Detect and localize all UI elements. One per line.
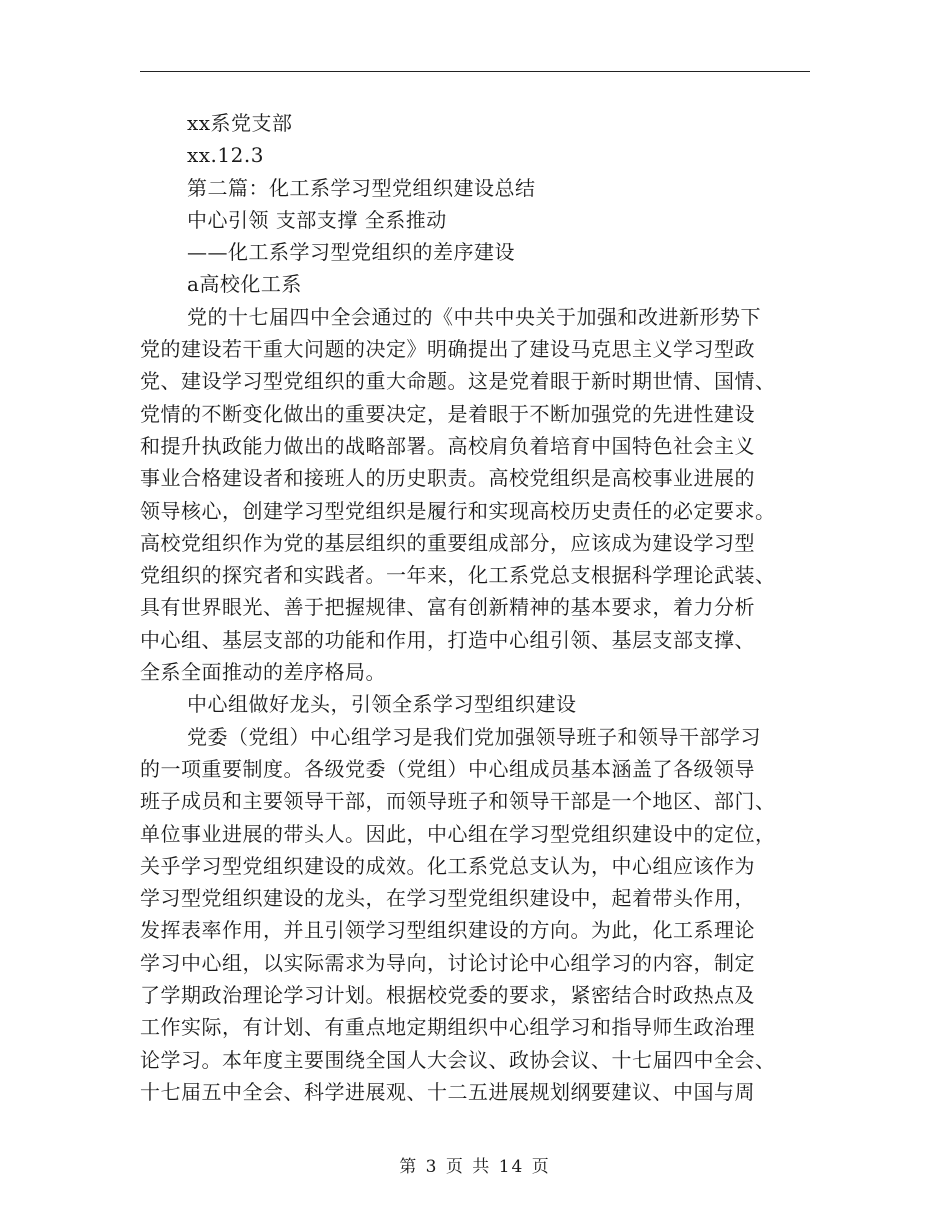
paragraph-line: 发挥表率作用，并且引领学习型组织建设的方向。为此，化工系理论 [140, 918, 755, 943]
chapter-title: 第二篇：化工系学习型党组织建设总结 [187, 175, 536, 200]
paragraph-line: 关乎学习型党组织建设的成效。化工系党总支认为，中心组应该作为 [140, 853, 755, 878]
current-page-number: 3 [425, 1157, 439, 1177]
footer-middle: 页 共 [445, 1157, 492, 1177]
paragraph-line: 领导核心，创建学习型党组织是履行和实现高校历史责任的必定要求。 [140, 498, 776, 523]
paragraph-line: 党委（党组）中心组学习是我们党加强领导班子和领导干部学习 [187, 724, 761, 749]
subtitle: ——化工系学习型党组织的差序建设 [187, 240, 515, 265]
paragraph-line: 了学期政治理论学习计划。根据校党委的要求，紧密结合时政热点及 [140, 983, 755, 1008]
paragraph-1 [140, 301, 810, 689]
org-name: xx系党支部 [187, 111, 293, 135]
paragraph-line: 十七届五中全会、科学进展观、十二五进展规划纲要建议、中国与周 [140, 1079, 755, 1104]
paragraph-line: 党的建设若干重大问题的决定》明确提出了建设马克思主义学习型政 [140, 337, 755, 362]
paragraph-line: 全系全面推动的差序格局。 [140, 660, 386, 685]
section-heading: 中心组做好龙头，引领全系学习型组织建设 [187, 692, 577, 717]
document-body [140, 107, 810, 1108]
paragraph-line: 高校党组织作为党的基层组织的重要组成部分，应该成为建设学习型 [140, 530, 755, 555]
total-pages-number: 14 [498, 1157, 525, 1177]
author-line: a高校化工系 [187, 272, 302, 297]
footer-suffix: 页 [531, 1157, 551, 1177]
paragraph-line: 党情的不断变化做出的重要决定，是着眼于不断加强党的先进性建设 [140, 401, 755, 426]
header-rule [140, 71, 810, 72]
paragraph-line: 工作实际，有计划、有重点地定期组织中心组学习和指导师生政治理 [140, 1015, 755, 1040]
paragraph-line: 班子成员和主要领导干部，而领导班子和领导干部是一个地区、部门、 [140, 789, 776, 814]
main-title: 中心引领 支部支撑 全系推动 [187, 207, 447, 232]
paragraph-line: 单位事业进展的带头人。因此，中心组在学习型党组织建设中的定位， [140, 821, 776, 846]
paragraph-line: 的一项重要制度。各级党委（党组）中心组成员基本涵盖了各级领导 [140, 756, 755, 781]
paragraph-line: 党组织的探究者和实践者。一年来，化工系党总支根据科学理论武装、 [140, 563, 776, 588]
paragraph-line: 学习中心组，以实际需求为导向，讨论讨论中心组学习的内容，制定 [140, 950, 755, 975]
footer-prefix: 第 [399, 1157, 419, 1177]
paragraph-line: 事业合格建设者和接班人的历史职责。高校党组织是高校事业进展的 [140, 466, 755, 491]
page-footer [0, 1152, 950, 1177]
paragraph-line: 具有世界眼光、善于把握规律、富有创新精神的基本要求，着力分析 [140, 595, 755, 620]
date-line: xx.12.3 [187, 143, 264, 168]
paragraph-line: 党的十七届四中全会通过的《中共中央关于加强和改进新形势下 [187, 304, 761, 329]
paragraph-line: 论学习。本年度主要围绕全国人大会议、政协会议、十七届四中全会、 [140, 1047, 776, 1072]
paragraph-line: 学习型党组织建设的龙头，在学习型党组织建设中，起着带头作用， [140, 886, 755, 911]
paragraph-line: 中心组、基层支部的功能和作用，打造中心组引领、基层支部支撑、 [140, 627, 755, 652]
paragraph-2 [140, 721, 810, 1109]
paragraph-line: 和提升执政能力做出的战略部署。高校肩负着培育中国特色社会主义 [140, 433, 755, 458]
paragraph-line: 党、建设学习型党组织的重大命题。这是党着眼于新时期世情、国情、 [140, 369, 776, 394]
